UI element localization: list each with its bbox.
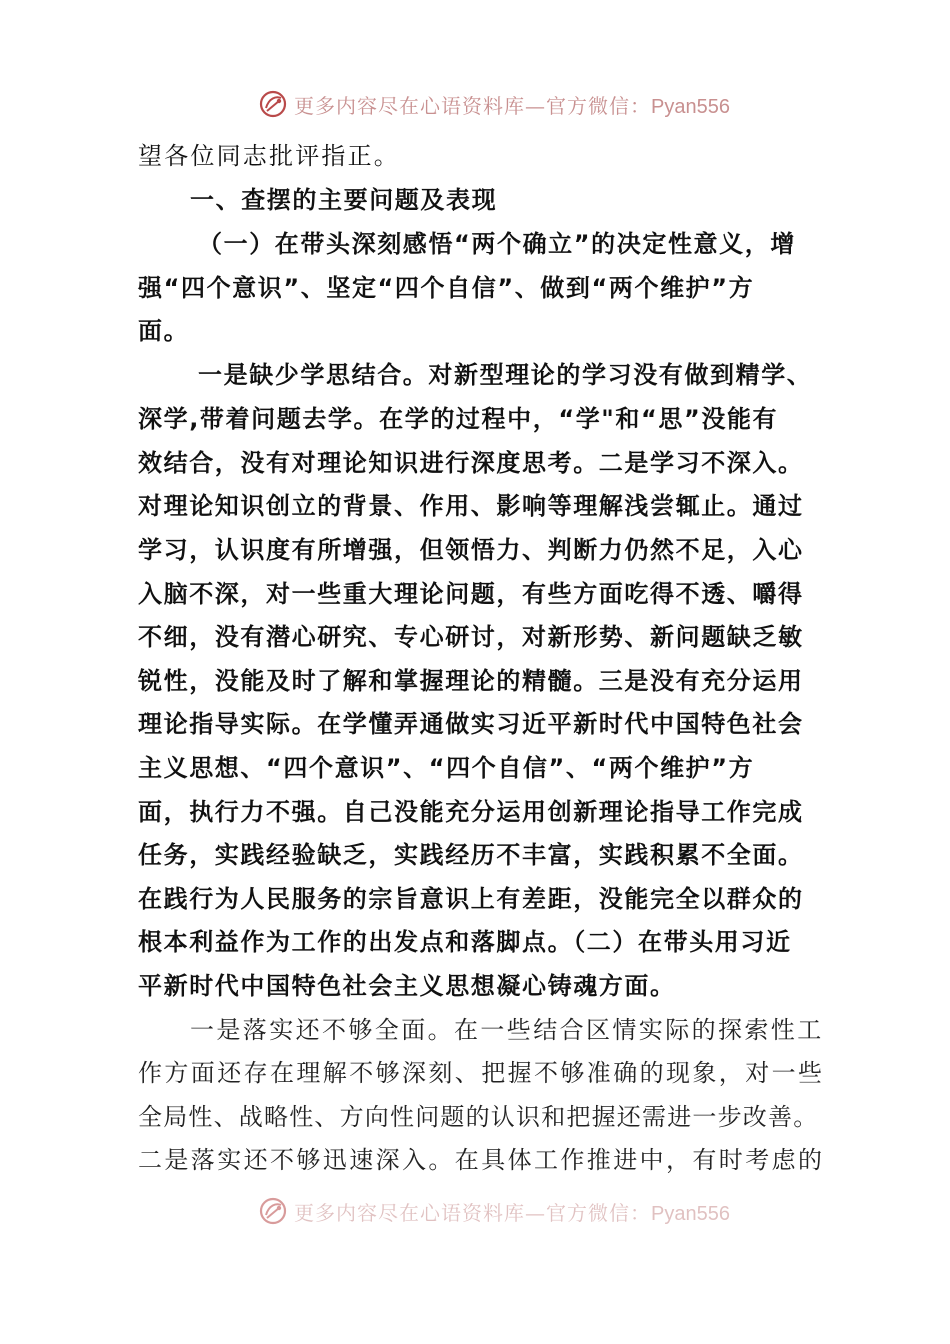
paragraph-line: 学习，认识度有所增强，但领悟力、判断力仍然不足，入心 — [138, 536, 804, 564]
watermark-banner-top — [258, 86, 730, 122]
paragraph-line: 入脑不深，对一些重大理论问题，有些方面吃得不透、嚼得 — [138, 580, 804, 608]
subsection-heading-cont: 面。 — [138, 317, 190, 345]
paragraph-line: 根本利益作为工作的出发点和落脚点。（二）在带头用习近 — [138, 928, 792, 956]
paragraph-line: 全局性、战略性、方向性问题的认识和把握还需进一步改善。 — [138, 1103, 819, 1131]
paragraph-line: 深学,带着问题去学。在学的过程中，“学"和“思”没能有 — [138, 405, 779, 433]
paragraph-line: 平新时代中国特色社会主义思想凝心铸魂方面。 — [138, 972, 676, 1000]
paragraph-line: 一是缺少学思结合。对新型理论的学习没有做到精学、 — [198, 361, 813, 389]
paragraph-line: 面，执行力不强。自己没能充分运用创新理论指导工作完成 — [138, 798, 804, 826]
paragraph-line: 不细，没有潜心研究、专心研讨，对新形势、新问题缺乏敏 — [138, 623, 804, 651]
paragraph-line: 二是落实还不够迅速深入。在具体工作推进中，有时考虑的 — [138, 1146, 825, 1174]
paragraph-line: 对理论知识创立的背景、作用、影响等理解浅尝辄止。通过 — [138, 492, 804, 520]
watermark-banner-bottom — [258, 1193, 730, 1229]
paragraph-line: 一是落实还不够全面。在一些结合区情实际的探索性工 — [190, 1016, 824, 1044]
watermark-text: 更多内容尽在心语资料库—官方微信：Pyan556 — [294, 1200, 730, 1225]
watermark-text: 更多内容尽在心语资料库—官方微信：Pyan556 — [294, 93, 730, 118]
paragraph-line: 锐性，没能及时了解和掌握理论的精髓。三是没有充分运用 — [138, 667, 804, 695]
paragraph-line: 在践行为人民服务的宗旨意识上有差距，没能完全以群众的 — [138, 885, 804, 913]
paragraph-line: 作方面还存在理解不够深刻、把握不够准确的现象，对一些 — [138, 1059, 825, 1087]
subsection-heading: （一）在带头深刻感悟“两个确立”的决定性意义，增 — [198, 230, 796, 258]
text-line: 望各位同志批评指正。 — [138, 142, 400, 170]
subsection-heading-cont: 强“四个意识”、坚定“四个自信”、做到“两个维护”方 — [138, 274, 755, 302]
paragraph-line: 理论指导实际。在学懂弄通做实习近平新时代中国特色社会 — [138, 710, 804, 738]
logo-icon — [258, 1196, 288, 1226]
logo-icon — [258, 89, 288, 119]
paragraph-line: 主义思想、“四个意识”、“四个自信”、“两个维护”方 — [138, 754, 755, 782]
paragraph-line: 效结合，没有对理论知识进行深度思考。二是学习不深入。 — [138, 449, 804, 477]
paragraph-line: 任务，实践经验缺乏，实践经历不丰富，实践积累不全面。 — [138, 841, 804, 869]
section-heading: 一、查摆的主要问题及表现 — [190, 186, 498, 214]
